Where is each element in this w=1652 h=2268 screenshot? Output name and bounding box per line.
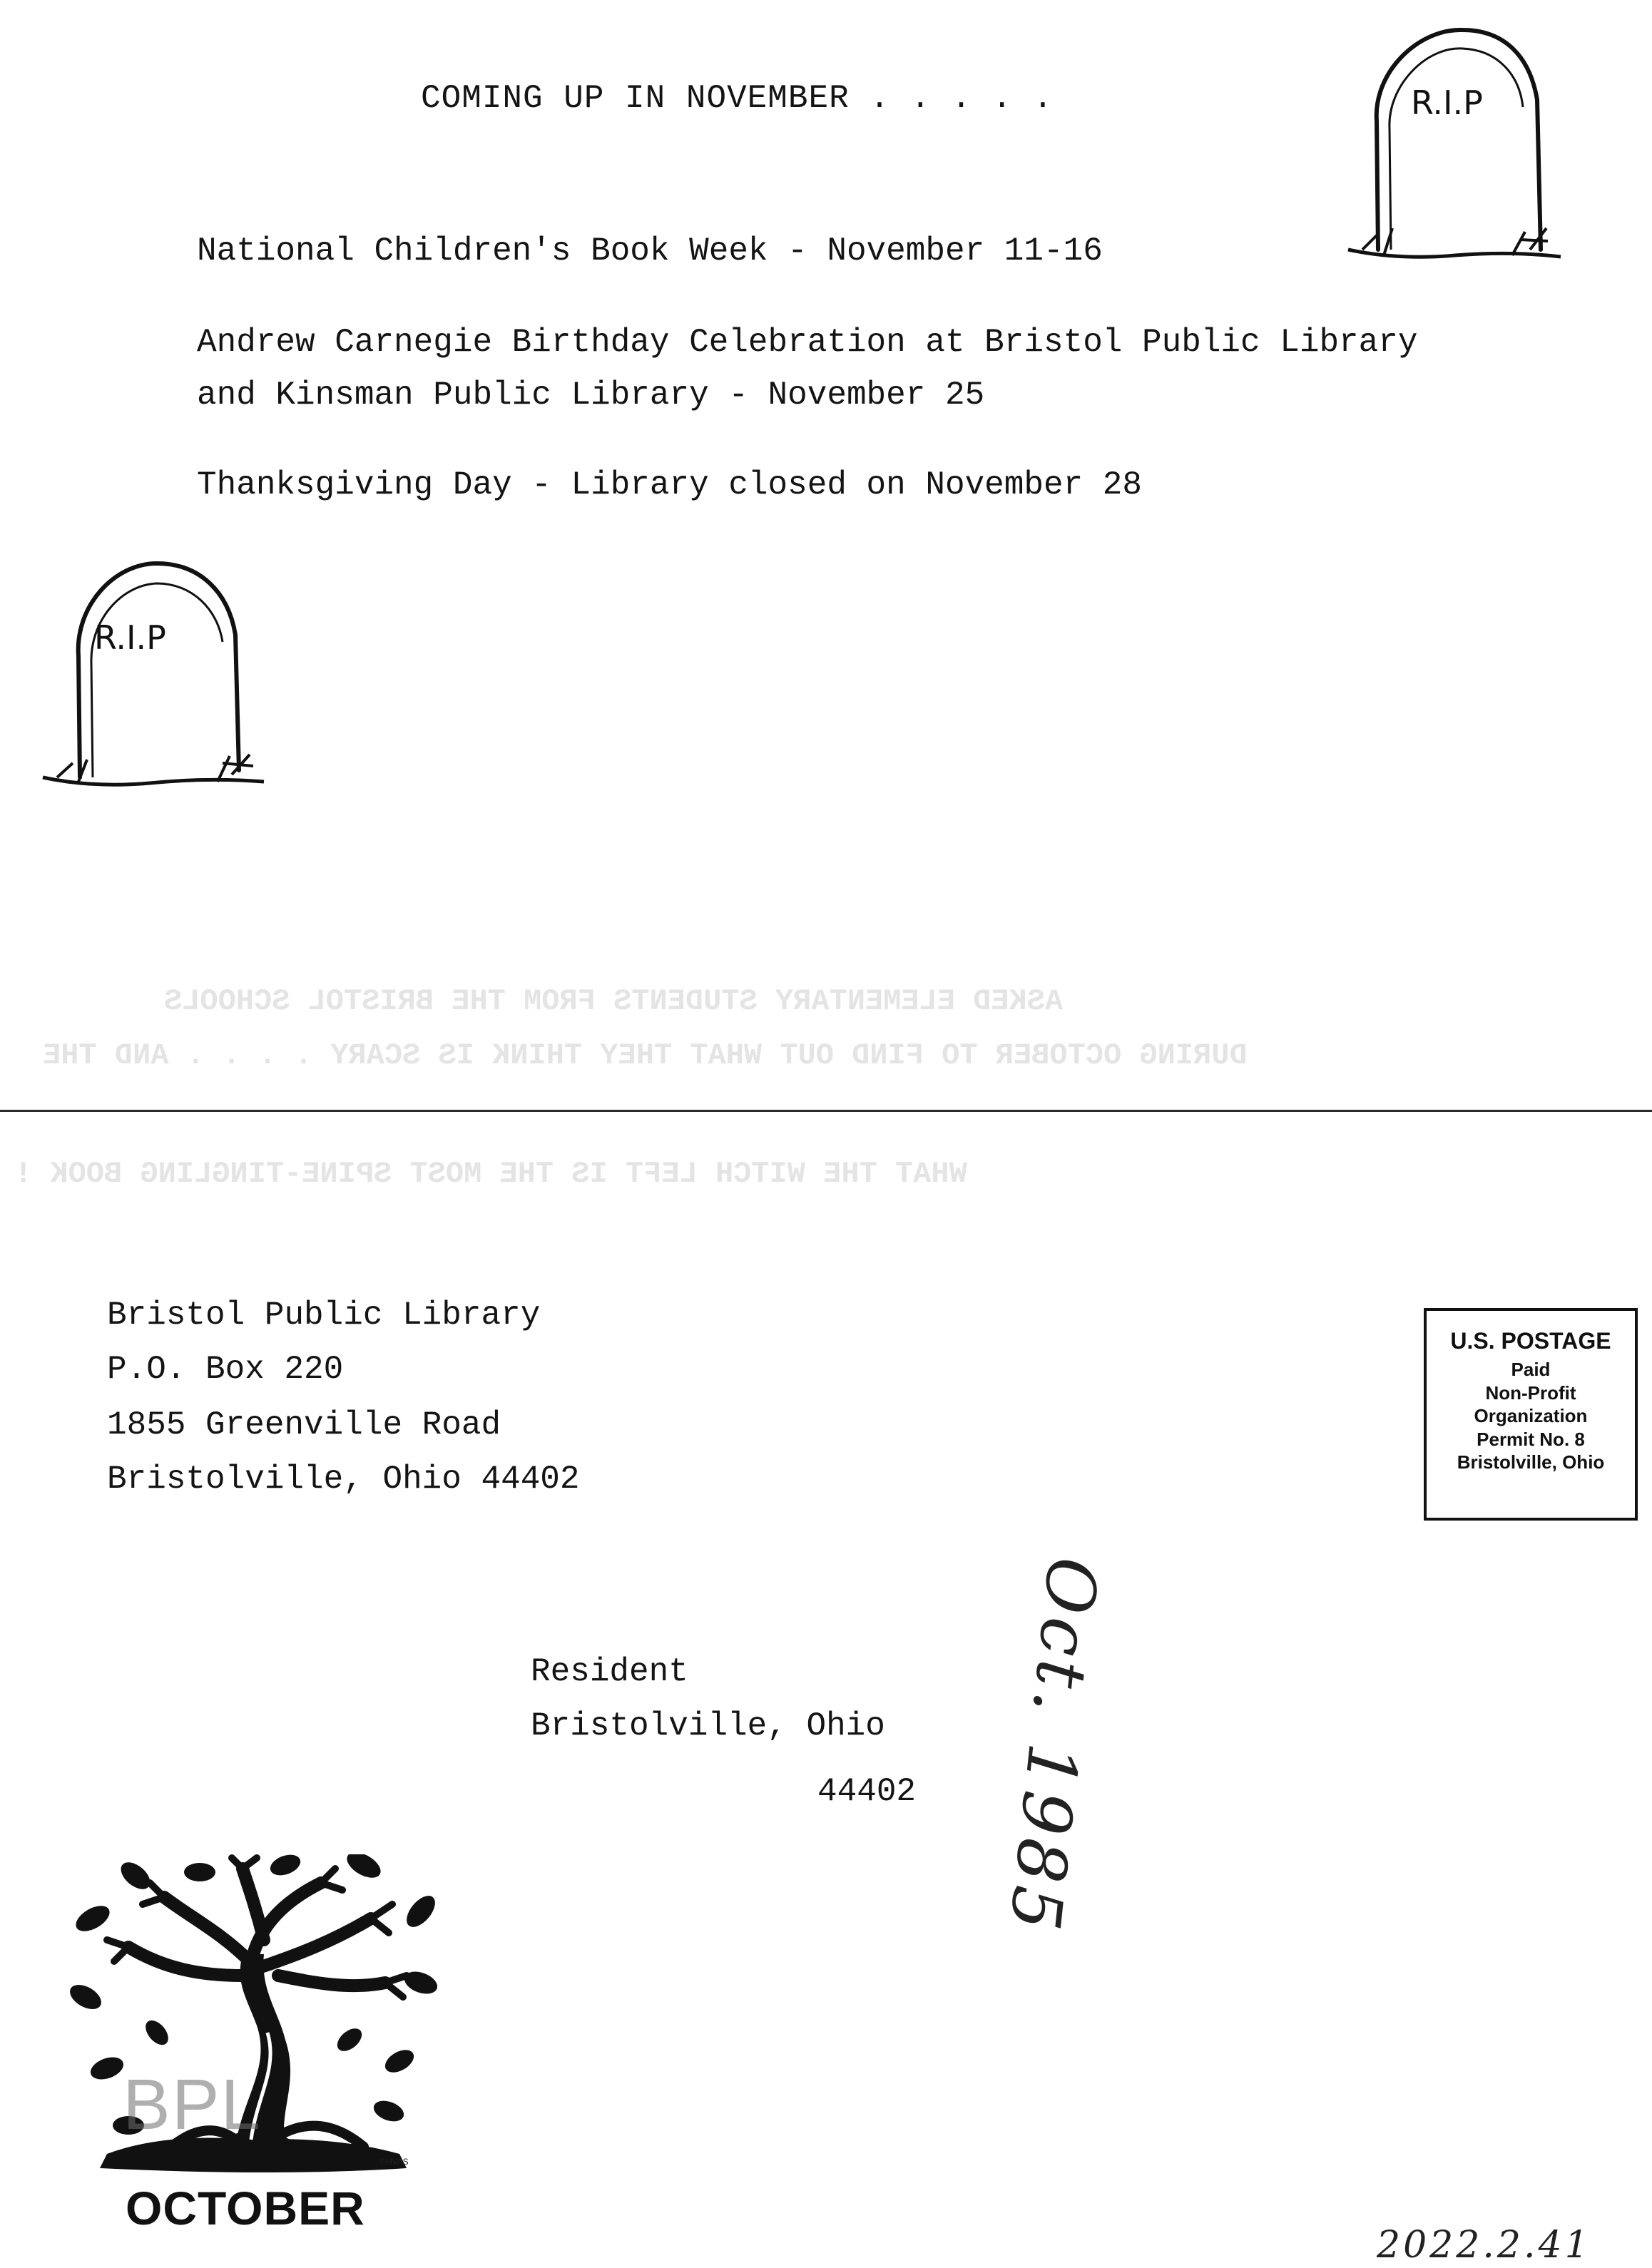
- handwritten-date: Oct. 1985: [994, 1553, 1113, 1938]
- sender-po-box: P.O. Box 220: [107, 1351, 344, 1388]
- postage-line-4: Organization: [1474, 1405, 1588, 1426]
- event-thanksgiving: Thanksgiving Day - Library closed on November 28: [197, 466, 1143, 504]
- recipient-name: Resident: [531, 1653, 688, 1690]
- tombstone-label-right: R.I.P: [1411, 83, 1483, 122]
- october-copyright: ©HVAS: [379, 2157, 409, 2167]
- bleedthrough-line-3: ASKED ELEMENTARY STUDENTS FROM THE BRISTOL SCHOOLS: [164, 984, 1064, 1018]
- postage-line-3: Non-Profit: [1485, 1381, 1576, 1404]
- postage-line-2: Paid: [1511, 1359, 1551, 1380]
- postage-indicia: [1424, 1308, 1638, 1521]
- postage-line-5: Permit No. 8: [1477, 1428, 1585, 1450]
- recipient-city: Bristolville, Ohio: [531, 1707, 885, 1745]
- event-carnegie-line-1: Andrew Carnegie Birthday Celebration at Bristol Public Library: [197, 324, 1418, 361]
- event-childrens-book-week: National Children's Book Week - November 11-16: [197, 233, 1103, 270]
- bleedthrough-line-1: WHAT THE WITCH LEFT IS THE MOST SPINE-TINGLING BOOK !: [14, 1157, 967, 1191]
- bpl-watermark: BPL: [123, 2065, 262, 2145]
- postage-line-1: U.S. POSTAGE: [1450, 1328, 1611, 1354]
- page-heading: COMING UP IN NOVEMBER . . . . .: [421, 80, 1054, 117]
- sender-street: 1855 Greenville Road: [107, 1406, 501, 1444]
- sender-city: Bristolville, Ohio 44402: [107, 1461, 580, 1498]
- tombstone-illustration-left: [36, 542, 278, 813]
- postage-line-6: Bristolville, Ohio: [1457, 1451, 1605, 1473]
- accession-number: 2022.2.41: [1377, 2224, 1591, 2267]
- bleedthrough-line-2: DURING OCTOBER TO FIND OUT WHAT THEY THINK IS SCARY . . . . AND THE: [43, 1038, 1248, 1073]
- tombstone-illustration-right: [1334, 14, 1576, 285]
- recipient-zip: 44402: [817, 1773, 917, 1810]
- october-label: OCTOBER: [126, 2182, 365, 2234]
- sender-name: Bristol Public Library: [107, 1297, 541, 1334]
- tombstone-label-left: R.I.P: [94, 618, 166, 657]
- fold-line: [0, 1110, 1652, 1112]
- event-carnegie-line-2: and Kinsman Public Library - November 25: [197, 377, 985, 414]
